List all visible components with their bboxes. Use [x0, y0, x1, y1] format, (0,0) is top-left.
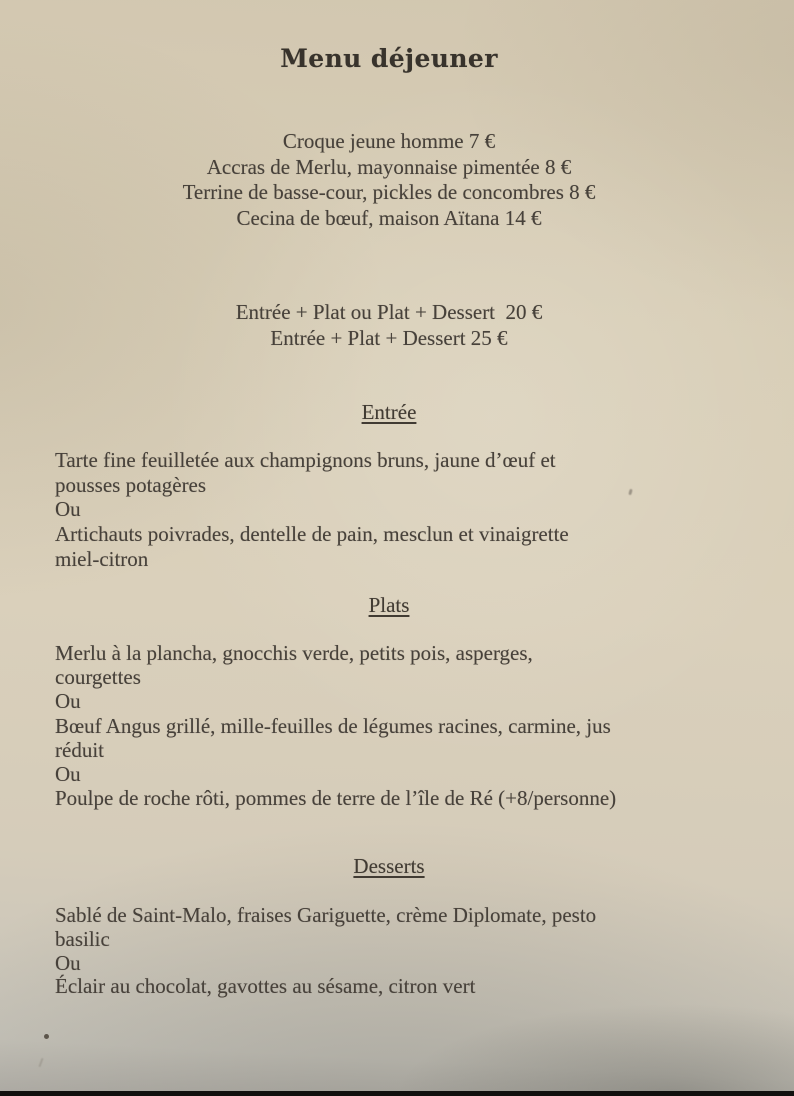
- starters-list: [0, 129, 778, 231]
- section-heading-entree: Entrée: [361, 400, 417, 424]
- menu-line: Artichauts poivrades, dentelle de pain, mesclun et vinaigrette: [55, 522, 569, 547]
- formula-item: Entrée + Plat + Dessert 25 €: [270, 326, 508, 350]
- starter-item: Terrine de basse-cour, pickles de concombres 8 €: [182, 180, 596, 204]
- menu-line: Ou: [55, 762, 81, 787]
- section-heading-desserts: Desserts: [353, 854, 425, 878]
- starter-item: Croque jeune homme 7 €: [282, 129, 496, 153]
- photo-bottom-edge: [0, 1091, 794, 1096]
- menu-title: Menu déjeuner: [280, 44, 498, 73]
- menu-line: Ou: [55, 497, 81, 522]
- menu-line: Tarte fine feuilletée aux champignons bruns, jaune d’œuf et: [55, 448, 556, 472]
- menu-line: Ou: [55, 950, 81, 975]
- dust-speck: [39, 1058, 44, 1067]
- section-heading-plats: Plats: [368, 593, 410, 617]
- menu-line: miel-citron: [55, 546, 149, 571]
- section-body-desserts: [55, 904, 596, 999]
- menu-line: Éclair au chocolat, gavottes au sésame, citron vert: [55, 974, 476, 999]
- menu-line: basilic: [55, 926, 110, 951]
- formula-item: Entrée + Plat ou Plat + Dessert 20 €: [235, 300, 543, 324]
- menu-line: pousses potagères: [55, 472, 207, 497]
- menu-line: Bœuf Angus grillé, mille-feuilles de légumes racines, carmine, jus: [55, 713, 611, 738]
- menu-line: réduit: [55, 737, 104, 762]
- starter-item: Cecina de bœuf, maison Aïtana 14 €: [236, 205, 542, 230]
- section-body-entree: [55, 448, 569, 572]
- menu-line: Poulpe de roche rôti, pommes de terre de l’île de Ré (+8/personne): [55, 786, 617, 811]
- dust-speck: [44, 1034, 49, 1039]
- dust-speck: [628, 489, 632, 496]
- menu-line: Merlu à la plancha, gnocchis verde, petits pois, asperges,: [55, 641, 533, 665]
- section-body-plats: [55, 641, 616, 810]
- menu-line: courgettes: [55, 665, 141, 690]
- menu-line: Ou: [55, 689, 81, 714]
- menu-line: Sablé de Saint-Malo, fraises Gariguette, crème Diplomate, pesto: [55, 903, 597, 927]
- starter-item: Accras de Merlu, mayonnaise pimentée 8 €: [206, 154, 572, 179]
- formula-list: [0, 299, 778, 351]
